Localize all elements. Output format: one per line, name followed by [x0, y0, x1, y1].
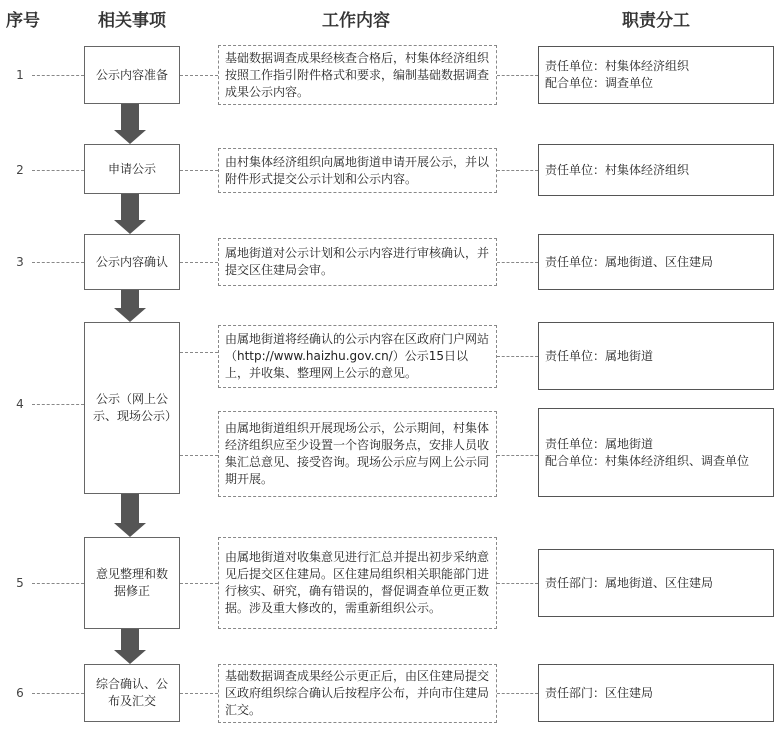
responsibility-line: 责任单位：村集体经济组织 [545, 59, 690, 73]
step-item-box [84, 234, 180, 290]
responsibility-box [538, 408, 774, 497]
connector-line [180, 693, 218, 694]
flow-arrow-icon [114, 290, 146, 322]
flow-arrow-icon [114, 104, 146, 144]
step-item-label: 公示内容确认 [95, 254, 168, 269]
responsibility-box [538, 549, 774, 617]
connector-line [32, 262, 84, 263]
responsibility-line: 责任部门：区住建局 [545, 685, 654, 700]
step-item-label: 公示（网上公示、现场公示） [93, 392, 178, 423]
step-number: 4 [16, 397, 24, 411]
header-index: 序号 [6, 11, 40, 31]
work-content-box [218, 148, 497, 193]
responsibility-box [538, 322, 774, 390]
step-item-label: 申请公示 [107, 161, 156, 176]
responsibility-box [538, 664, 774, 722]
work-content-box [218, 411, 497, 497]
responsibility-line: 配合单位：村集体经济组织、调查单位 [545, 453, 750, 468]
work-content-box [218, 238, 497, 286]
responsibility-line: 责任单位：属地街道 [545, 348, 654, 363]
connector-line [497, 262, 538, 263]
responsibility-line: 配合单位：调查单位 [545, 76, 654, 90]
work-content-text: 由属地街道对收集意见进行汇总并提出初步采纳意见后提交区住建局。区住建局组织相关职能部门进行核实、研究，确有错误的，督促调查单位更正数据。涉及重大修改的，需重新组织公示。 [225, 550, 490, 615]
connector-line [497, 75, 538, 76]
connector-line [497, 583, 538, 584]
work-content-box [218, 45, 497, 105]
connector-line [180, 352, 218, 353]
connector-line [32, 75, 84, 76]
header-item: 相关事项 [98, 11, 166, 31]
step-item-label: 综合确认、公布及汇交 [95, 677, 168, 708]
connector-line [497, 693, 538, 694]
connector-line [497, 170, 538, 171]
connector-line [497, 455, 538, 456]
work-content-text: 由属地街道组织开展现场公示，公示期间，村集体经济组织应至少设置一个咨询服务点，安排人员收集汇总意见、接受咨询。现场公示应与网上公示同期开展。 [225, 421, 490, 486]
step-number: 5 [16, 576, 24, 590]
step-item-box [84, 322, 180, 494]
step-number: 6 [16, 686, 24, 700]
responsibility-box [538, 234, 774, 290]
step-item-box [84, 144, 180, 194]
work-content-text: 属地街道对公示计划和公示内容进行审核确认，并提交区住建局会审。 [225, 246, 490, 277]
flow-arrow-icon [114, 494, 146, 537]
step-number: 2 [16, 163, 24, 177]
connector-line [497, 356, 538, 357]
connector-line [32, 583, 84, 584]
header-responsibility: 职责分工 [622, 11, 690, 31]
work-content-text: 基础数据调查成果经核查合格后，村集体经济组织按照工作指引附件格式和要求，编制基础数据调查成果公示内容。 [225, 50, 490, 99]
work-content-text: 基础数据调查成果经公示更正后，由区住建局提交区政府组织综合确认后按程序公布，并向市住建局汇交。 [225, 669, 490, 717]
responsibility-box [538, 144, 774, 196]
responsibility-line: 责任单位：村集体经济组织 [545, 162, 690, 177]
step-item-label: 公示内容准备 [95, 67, 168, 82]
responsibility-line: 责任单位：属地街道 [545, 436, 654, 451]
connector-line [32, 404, 84, 405]
header-content: 工作内容 [322, 11, 390, 31]
step-item-box [84, 664, 180, 722]
connector-line [32, 170, 84, 171]
work-content-box [218, 325, 497, 388]
responsibility-box [538, 46, 774, 104]
connector-line [32, 693, 84, 694]
connector-line [180, 170, 218, 171]
work-content-text: 由属地街道将经确认的公示内容在区政府门户网站（http://www.haizhu.gov.cn/）公示15日以上，并收集、整理网上公示的意见。 [225, 332, 490, 380]
step-item-box [84, 46, 180, 104]
connector-line [180, 455, 218, 456]
work-content-box [218, 537, 497, 629]
step-item-box [84, 537, 180, 629]
step-number: 3 [16, 255, 24, 269]
step-item-label: 意见整理和数据修正 [95, 567, 168, 598]
work-content-box [218, 664, 497, 723]
work-content-text: 由村集体经济组织向属地街道申请开展公示，并以附件形式提交公示计划和公示内容。 [225, 154, 490, 186]
connector-line [180, 75, 218, 76]
step-number: 1 [16, 68, 24, 82]
flow-arrow-icon [114, 629, 146, 664]
responsibility-line: 责任单位：属地街道、区住建局 [545, 254, 714, 269]
connector-line [180, 583, 218, 584]
connector-line [180, 262, 218, 263]
flow-arrow-icon [114, 194, 146, 234]
responsibility-line: 责任部门：属地街道、区住建局 [545, 575, 714, 590]
